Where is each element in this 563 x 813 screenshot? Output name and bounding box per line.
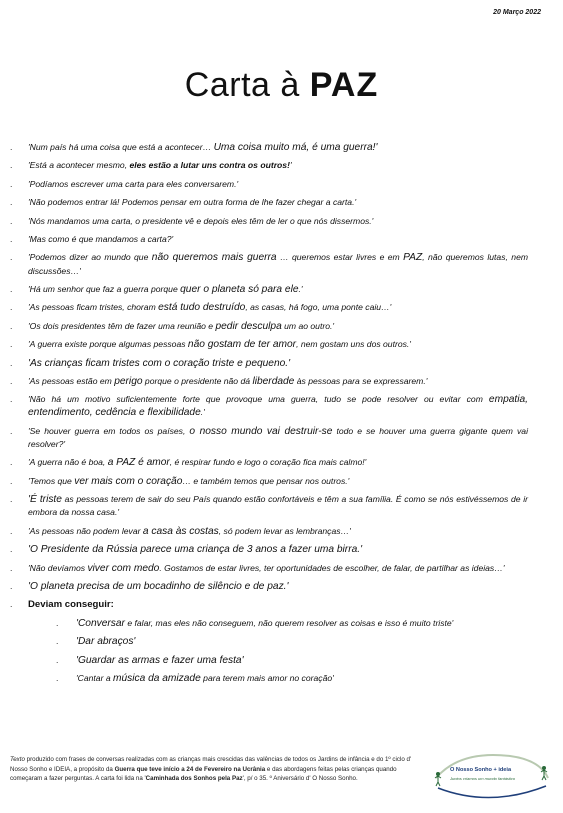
text-segment: ': [289, 160, 292, 171]
text-segment: 'As crianças ficam tristes com o coração triste e pequeno.': [28, 357, 291, 369]
text-segment: 'Nós mandamos uma carta, o presidente vê e depois eles têm de ler o que nós dissermos.': [28, 215, 374, 226]
text-segment: porque o presidente não dá: [142, 375, 253, 386]
title-bold: PAZ: [309, 66, 379, 104]
item-text: [28, 283, 528, 296]
bullet: .: [10, 599, 13, 610]
text-segment: não gostam de ter amor: [187, 339, 297, 351]
text-segment: .': [298, 283, 303, 294]
list-item: [10, 425, 528, 451]
item-text: [28, 141, 528, 154]
text-segment: 'Mas como é que mandamos a carta?': [28, 233, 174, 244]
item-text: [28, 251, 528, 277]
bullet: .: [10, 339, 13, 350]
text-segment: , nem gostam uns dos outros.': [296, 339, 411, 350]
item-text: [28, 525, 528, 538]
bullet: .: [10, 357, 13, 368]
text-segment: não queremos mais guerra: [151, 252, 277, 264]
text-segment: , as casas, há fogo, uma ponte caiu…': [245, 302, 392, 313]
item-text: [28, 375, 528, 388]
text-segment: , só podem levar as lembranças…': [218, 525, 351, 536]
text-segment: música da amizade: [113, 672, 201, 684]
footer-note: [10, 755, 422, 784]
item-text: [28, 562, 528, 575]
sub-list-item: [56, 617, 528, 630]
list-item: [10, 233, 528, 246]
text-segment: e das abordagens feitas pelas crianças quando começaram a fazer perguntas. A carta foi lida na ': [10, 765, 397, 783]
bullet: .: [56, 654, 59, 665]
list-item: [10, 525, 528, 538]
text-segment: e falar, mas eles não conseguem, não querem resolver as coisas e isso é muito triste': [124, 617, 454, 628]
page-title: [0, 66, 563, 105]
item-text: [28, 580, 528, 593]
text-segment: viver com medo: [87, 562, 160, 574]
text-segment: 'Temos que: [28, 475, 75, 486]
bullet: .: [10, 178, 13, 189]
bullet: .: [10, 475, 13, 486]
text-segment: ', p/ o 35. º Aniversário d' O Nosso Sonho.: [242, 775, 358, 783]
list-item: [10, 375, 528, 388]
text-segment: PAZ: [403, 252, 423, 264]
text-segment: Texto: [10, 756, 25, 763]
text-segment: pedir desculpa: [215, 320, 282, 332]
text-segment: produzido com frases de conversas realizadas com as crianças mais crescidas das valências de todos os Jardins de infância e do 1º ciclo d' Nosso Sonho e IDEIA, a propósito da: [10, 756, 412, 773]
list-item: [10, 338, 528, 351]
text-segment: 'Há um senhor que faz a guerra porque: [28, 283, 181, 294]
text-segment: Guerra que teve início a 24 de Fevereiro na Ucrânia: [114, 765, 266, 773]
bullet: .: [10, 394, 13, 405]
text-segment: 'Guardar as armas e fazer uma festa': [76, 654, 244, 666]
item-text: [28, 338, 528, 351]
list-item: [10, 357, 528, 370]
logo-tagline: Juntos criamos um mundo fantástico: [450, 776, 516, 781]
text-segment: ver mais com o coração: [74, 475, 183, 487]
text-segment: para terem mais amor no coração': [200, 672, 334, 683]
text-segment: 'Não devíamos: [28, 562, 88, 573]
item-text: [28, 543, 528, 556]
logo-text: O Nosso Sonho + ideia: [450, 767, 512, 773]
text-segment: a casa às costas: [142, 525, 219, 537]
text-segment: Uma coisa muito má, é uma guerra!': [213, 142, 378, 153]
item-text: [28, 493, 528, 519]
text-segment: 'Podíamos escrever uma carta para eles conversarem.': [28, 178, 239, 189]
item-text: [28, 215, 528, 228]
bullet: .: [10, 283, 13, 294]
text-segment: 'Está a acontecer mesmo,: [28, 160, 130, 171]
text-segment: 'Se houver guerra em todos os países,: [28, 425, 190, 436]
list-item: [10, 543, 528, 556]
title-prefix: Carta à: [184, 66, 300, 104]
text-segment: 'Podemos dizer ao mundo que: [28, 252, 152, 263]
text-segment: às pessoas para se expressarem.': [294, 375, 428, 386]
bullet: .: [10, 525, 13, 536]
item-text: [76, 672, 528, 685]
item-text: [28, 357, 528, 370]
text-segment: 'Dar abraços': [76, 636, 136, 648]
text-segment: liberdade: [252, 375, 295, 387]
bullet: .: [10, 544, 13, 555]
list-item: [10, 141, 528, 154]
list-item: [10, 251, 528, 277]
text-segment: 'A guerra não é boa,: [28, 457, 108, 468]
sub-list-item: [56, 635, 528, 648]
bullet: .: [10, 375, 13, 386]
text-segment: . Gostamos de estar livres, ter oportunidades de escolher, de falar, de partilhar as ideias…': [159, 562, 505, 573]
text-segment: 'Num país há uma coisa que está a acontecer…: [28, 142, 214, 152]
bullet: .: [10, 252, 13, 263]
item-text: [28, 196, 528, 209]
bullet: .: [10, 425, 13, 436]
item-text: [28, 301, 528, 314]
sub-list-item: [56, 654, 528, 667]
item-text: [28, 425, 528, 451]
text-segment: quer o planeta só para ele: [180, 283, 299, 295]
text-segment: perigo: [114, 375, 143, 387]
text-segment: 'O planeta precisa de um bocadinho de silêncio e de paz.': [28, 581, 289, 593]
text-segment: 'A guerra existe porque algumas pessoas: [28, 339, 188, 350]
quote-list: [10, 141, 528, 690]
text-segment: o nosso mundo vai destruir-se: [189, 425, 333, 437]
list-item: [10, 393, 528, 419]
text-segment: um ao outro.': [281, 320, 335, 331]
bullet: .: [10, 215, 13, 226]
date-label: 20 Março 2022: [493, 9, 541, 16]
text-segment: eles estão a lutar uns contra os outros!: [129, 160, 290, 171]
bullet: .: [10, 233, 13, 244]
bullet: .: [10, 562, 13, 573]
text-segment: as pessoas terem de sair do seu País quando estão confortáveis e têm a sua família. É como se nós estivéssemos de ir embora da nossa casa.': [28, 494, 528, 518]
text-segment: a PAZ é amor: [107, 457, 170, 469]
sub-list-item: [56, 672, 528, 685]
text-segment: … queremos estar livres e em: [276, 252, 404, 263]
text-segment: 'Não podemos entrar lá! Podemos pensar em outra forma de lhe fazer chegar a carta.': [28, 197, 357, 208]
section-header: Deviam conseguir:: [28, 599, 114, 611]
list-item: [10, 493, 528, 519]
list-item: [10, 215, 528, 228]
list-item: [10, 320, 528, 333]
list-item: [10, 196, 528, 209]
text-segment: , não queremos lutas, nem discussões…': [28, 252, 529, 276]
item-text: [76, 617, 528, 630]
bullet: .: [56, 617, 59, 628]
list-item: [10, 580, 528, 593]
bullet: .: [10, 494, 13, 505]
list-item-header: [10, 598, 528, 611]
bullet: .: [10, 581, 13, 592]
logo: [430, 748, 552, 802]
bullet: .: [10, 142, 13, 152]
text-segment: … e também temos que pensar nos outros.': [182, 475, 350, 486]
text-segment: está tudo destruído: [158, 302, 246, 314]
text-segment: 'As pessoas ficam tristes, choram: [28, 302, 159, 313]
item-text: [28, 178, 528, 191]
text-segment: 'Cantar a: [76, 672, 113, 683]
item-text: [76, 635, 528, 648]
text-segment: 'Não há um motivo suficientemente forte que provoque uma guerra, tudo se pode resolver ou evitar com: [28, 394, 489, 405]
bullet: .: [10, 197, 13, 208]
item-text: [28, 393, 528, 419]
list-item: [10, 475, 528, 488]
text-segment: Caminhada dos Sonhos pela Paz: [145, 775, 243, 783]
text-segment: 'Os dois presidentes têm de fazer uma reunião e: [28, 320, 216, 331]
item-text: [28, 233, 528, 246]
text-segment: .': [200, 407, 205, 418]
bullet: .: [10, 457, 13, 468]
list-item: [10, 301, 528, 314]
text-segment: empatia, entendimento, cedência e flexibilidade: [28, 394, 528, 419]
list-item: [10, 562, 528, 575]
item-text: [28, 475, 528, 488]
list-item: [10, 178, 528, 191]
bullet: .: [10, 320, 13, 331]
item-text: [76, 654, 528, 667]
bullet: .: [10, 160, 13, 171]
list-item: [10, 283, 528, 296]
text-segment: 'Conversar: [76, 617, 125, 629]
item-text: [28, 159, 528, 172]
list-item: [10, 159, 528, 172]
text-segment: 'O Presidente da Rússia parece uma criança de 3 anos a fazer uma birra.': [28, 544, 363, 556]
text-segment: todo e se houver uma guerra gigante quem vai resolver?': [28, 425, 528, 450]
bullet: .: [56, 672, 59, 683]
bullet: .: [56, 636, 59, 647]
text-segment: 'É triste: [28, 494, 62, 506]
bullet: .: [10, 302, 13, 313]
item-text: [28, 456, 528, 469]
logo-graphic: [430, 748, 552, 802]
text-segment: 'As pessoas não podem levar: [28, 525, 143, 536]
item-text: [28, 320, 528, 333]
text-segment: 'As pessoas estão em: [28, 375, 115, 386]
text-segment: , é respirar fundo e logo o coração fica mais calmo!': [169, 457, 367, 468]
list-item: [10, 456, 528, 469]
